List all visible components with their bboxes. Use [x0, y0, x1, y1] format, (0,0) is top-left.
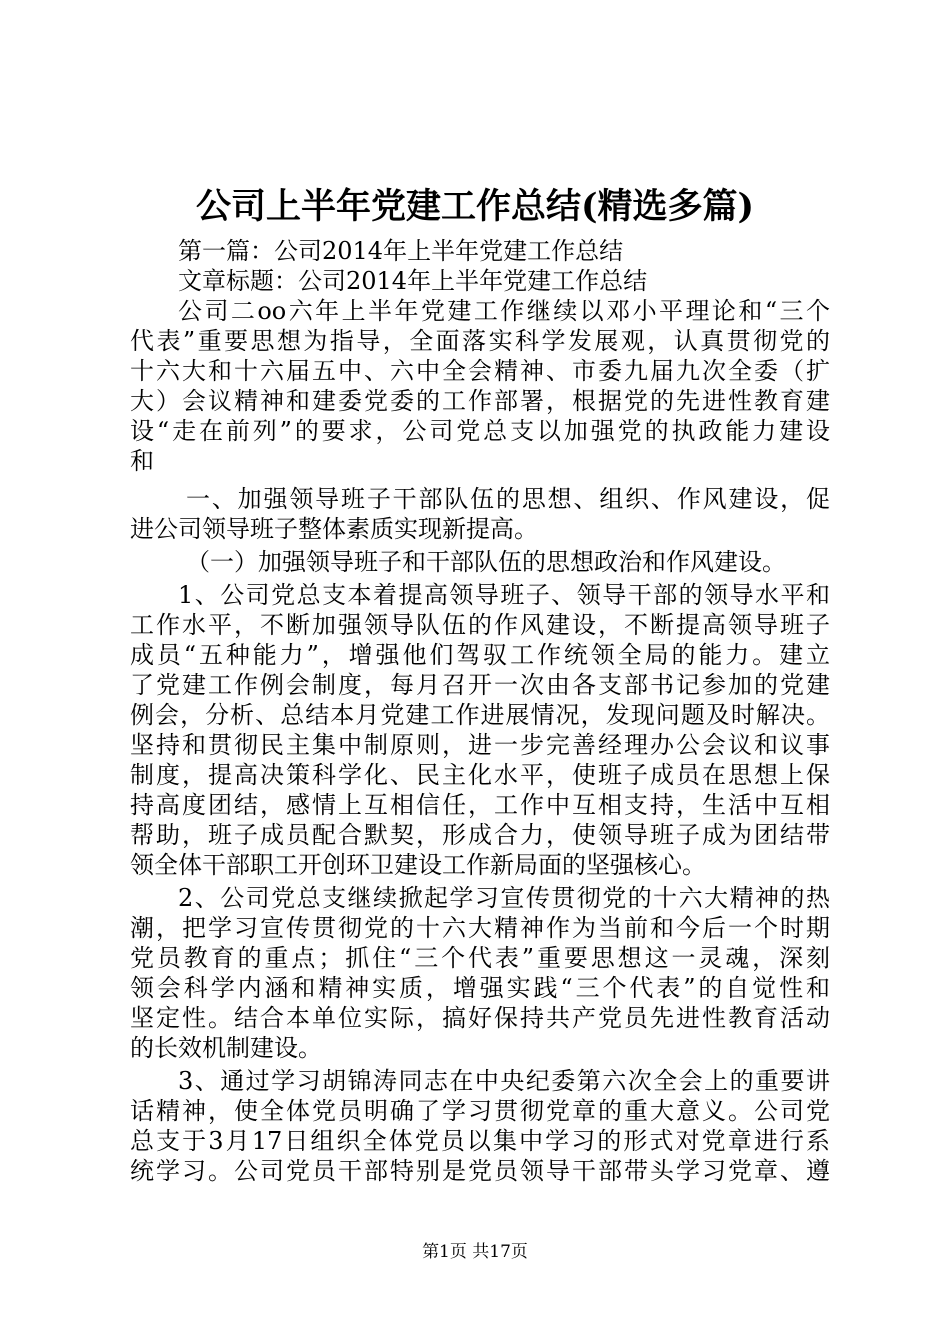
text-line: 第一篇：公司2014年上半年党建工作总结: [178, 237, 624, 265]
paragraph-item-3: [130, 1066, 830, 1186]
text-line: 话精神，使全体党员明确了学习贯彻党章的重大意义。公司党: [130, 1097, 830, 1125]
text-line: 一、加强领导班子干部队伍的思想、组织、作风建设，促: [186, 485, 830, 513]
text-line: 帮助，班子成员配合默契，形成合力，使领导班子成为团结带: [130, 821, 830, 849]
text-line: 统学习。公司党员干部特别是党员领导干部带头学习党章、遵: [130, 1157, 830, 1185]
text-line: 公司二oo六年上半年党建工作继续以邓小平理论和“三个: [178, 297, 830, 325]
paragraph-section-one: [130, 484, 830, 544]
text-line: 进公司领导班子整体素质实现新提高。: [130, 515, 538, 543]
text-line: 3、通过学习胡锦涛同志在中央纪委第六次全会上的重要讲: [178, 1067, 830, 1095]
paragraph-article-title: [130, 266, 830, 296]
text-line: 领会科学内涵和精神实质，增强实践“三个代表”的自觉性和: [130, 974, 830, 1002]
text-line: 总支于3月17日组织全体党员以集中学习的形式对党章进行系: [130, 1127, 830, 1155]
text-line: 领全体干部职工开创环卫建设工作新局面的坚强核心。: [130, 851, 706, 879]
text-line: 成员“五种能力”，增强他们驾驭工作统领全局的能力。建立: [130, 641, 830, 669]
text-line: 1、公司党总支本着提高领导班子、领导干部的领导水平和: [178, 581, 830, 609]
text-line: 例会，分析、总结本月党建工作进展情况，发现问题及时解决。: [130, 701, 830, 729]
text-line: （一）加强领导班子和干部队伍的思想政治和作风建设。: [186, 548, 786, 576]
text-line: 文章标题：公司2014年上半年党建工作总结: [178, 267, 648, 295]
text-line: 十六大和十六届五中、六中全会精神、市委九届九次全委（扩: [130, 357, 830, 385]
text-line: 持高度团结，感情上互相信任，工作中互相支持，生活中互相: [130, 791, 830, 819]
text-line: 坚定性。结合本单位实际，搞好保持共产党员先进性教育活动: [130, 1004, 830, 1032]
text-line: 2、公司党总支继续掀起学习宣传贯彻党的十六大精神的热: [178, 884, 830, 912]
text-line: 潮，把学习宣传贯彻党的十六大精神作为当前和今后一个时期: [130, 914, 830, 942]
text-line: 党员教育的重点；抓住“三个代表”重要思想这一灵魂，深刻: [130, 944, 830, 972]
paragraph-item-2: [130, 883, 830, 1063]
text-line: 代表”重要思想为指导，全面落实科学发展观，认真贯彻党的: [130, 327, 830, 355]
text-line: 制度，提高决策科学化、民主化水平，使班子成员在思想上保: [130, 761, 830, 789]
paragraph-item-1: [130, 580, 830, 880]
text-line: 坚持和贯彻民主集中制原则，进一步完善经理办公会议和议事: [130, 731, 830, 759]
text-line: 了党建工作例会制度，每月召开一次由各支部书记参加的党建: [130, 671, 830, 699]
document-body: [130, 236, 830, 1186]
page-title: 公司上半年党建工作总结(精选多篇): [195, 186, 755, 227]
paragraph-subsection-one: [130, 547, 830, 577]
paragraph-intro: [130, 296, 830, 476]
page-number-footer: 第1页 共17页: [422, 1242, 528, 1262]
text-line: 大）会议精神和建委党委的工作部署，根据党的先进性教育建: [130, 387, 830, 415]
text-line: 工作水平，不断加强领导队伍的作风建设，不断提高领导班子: [130, 611, 830, 639]
paragraph-section-heading: [130, 236, 830, 266]
text-line: 的长效机制建设。: [130, 1034, 322, 1062]
text-line: 设“走在前列”的要求，公司党总支以加强党的执政能力建设: [130, 417, 830, 445]
text-line: 和: [130, 447, 154, 475]
